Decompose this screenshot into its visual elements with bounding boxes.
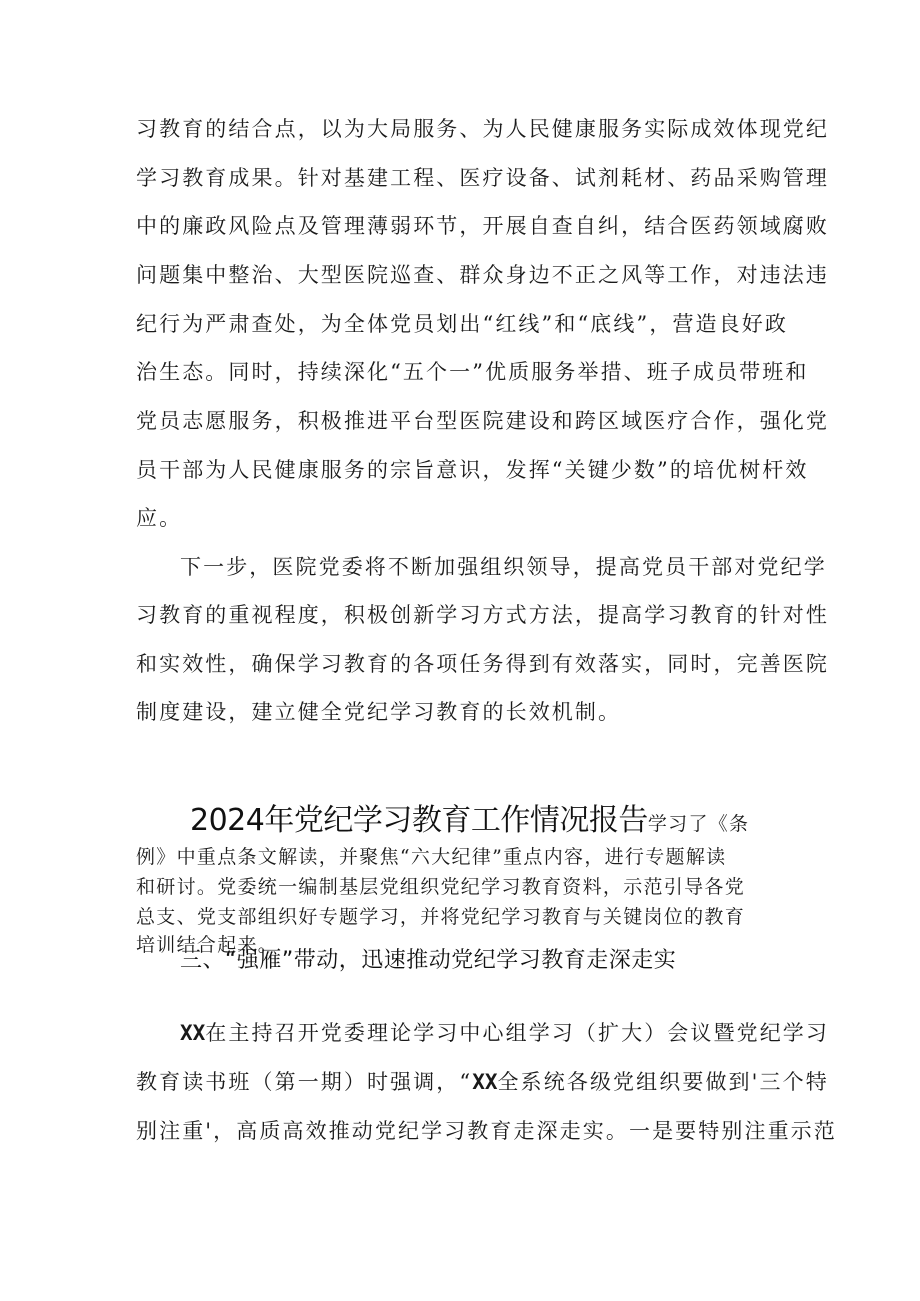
text-line: 培训结合起来。 <box>136 934 279 956</box>
text-line: 学习教育成果。针对基建工程、医疗设备、试剂耗材、药品采购管理 <box>136 166 829 190</box>
text-line: 和研讨。党委统一编制基层党组织党纪学习教育资料，示范引导各党 <box>136 876 746 898</box>
text-line <box>136 1067 829 1097</box>
placeholder-xx: XX <box>180 1021 206 1045</box>
section-3-heading: 三、“强雁”带动，迅速推动党纪学习教育走深走实 <box>180 948 677 973</box>
text-line: 党员志愿服务，积极推进平台型医院建设和跨区域医疗合作，强化党 <box>136 409 829 433</box>
text-line <box>180 1018 829 1048</box>
text-line: 员干部为人民健康服务的宗旨意识，发挥“关键少数”的培优树杆效 <box>136 458 809 482</box>
text-line: 制度建设，建立健全党纪学习教育的长效机制。 <box>136 700 622 724</box>
text-line: 别注重'，高质高效推动党纪学习教育走深走实。一是要特别注重示范 <box>136 1119 837 1143</box>
text-line: 应。 <box>136 506 183 530</box>
text-line: 治生态。同时，持续深化“五个一”优质服务举措、班子成员带班和 <box>136 360 809 384</box>
text-line: 问题集中整治、大型医院巡查、群众身边不正之风等工作，对违法违 <box>136 263 829 287</box>
text-line: 习教育的重视程度，积极创新学习方式方法，提高学习教育的针对性 <box>136 603 829 627</box>
text-line: 中的廉政风险点及管理薄弱环节，开展自查自纠，结合医药领域腐败 <box>136 214 829 238</box>
text-line: 纪行为严肃查处，为全体党员划出“红线”和“底线”，营造良好政 <box>136 312 788 336</box>
text-line: 例》中重点条文解读，并聚焦“六大纪律”重点内容，进行专题解读 <box>136 846 727 868</box>
report-title: 2024年党纪学习教育工作情况报告 <box>190 803 648 838</box>
placeholder-xx: XX <box>472 1070 498 1094</box>
text-line: 习教育的结合点，以为大局服务、为人民健康服务实际成效体现党纪 <box>136 117 829 141</box>
text-line: 和实效性，确保学习教育的各项任务得到有效落实，同时，完善医院 <box>136 652 829 676</box>
report-title-tail: 学习了《条 <box>647 813 750 835</box>
text-run: 在主持召开党委理论学习中心组学习（扩大）会议暨党纪学习 <box>205 1021 829 1045</box>
text-line: 总支、党支部组织好专题学习，并将党纪学习教育与关键岗位的教育 <box>136 906 746 928</box>
text-run: 教育读书班（第一期）时强调，“ <box>136 1070 473 1094</box>
text-run: 全系统各级党组织要做到'三个特 <box>497 1070 829 1094</box>
text-line: 下一步，医院党委将不断加强组织领导，提高党员干部对党纪学 <box>180 555 827 579</box>
report-title-row <box>190 801 800 841</box>
